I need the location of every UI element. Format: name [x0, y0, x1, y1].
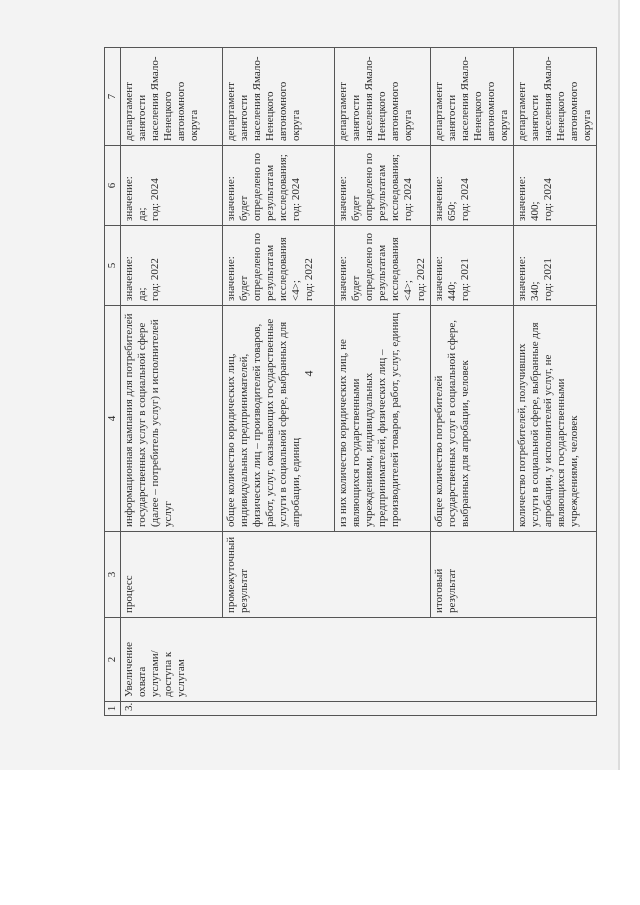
base-value-cell: значение: будет определено по результатам исследования <4>; год: 2022 [223, 226, 335, 306]
indicator-cell: количество потребителей, получивших услуги в социальной сфере, выбранные для апробации, у исполнителей услуг, не являющихся государственными учреждениями, человек [514, 306, 597, 532]
indicator-cell: из них количество юридических лиц, не являющихся государственными учреждениями, индивидуальных предпринимателей, физических лиц – производителей товаров, работ, услуг, единиц [335, 306, 431, 532]
table-row [121, 48, 223, 716]
target-value-cell: значение: будет определено по результатам исследования; год: 2024 [223, 146, 335, 226]
result-type-cell: промежуточный результат [223, 532, 431, 618]
column-header: 7 [105, 48, 121, 146]
indicator-cell: общее количество потребителей государственных услуг в социальной сфере, выбранных для апробации, человек [431, 306, 514, 532]
table-row [223, 48, 335, 716]
target-value-cell: значение: 650; год: 2024 [431, 146, 514, 226]
column-header: 4 [105, 306, 121, 532]
responsible-cell: департамент занятости населения Ямало-Ненецкого автономного округа [514, 48, 597, 146]
base-value-cell: значение: 340; год: 2021 [514, 226, 597, 306]
task-cell: Увеличение охвата услугами/доступа к услугам [121, 618, 597, 702]
base-value-cell: значение: да; год: 2022 [121, 226, 223, 306]
column-header: 2 [105, 618, 121, 702]
responsible-cell: департамент занятости населения Ямало-Ненецкого автономного округа [223, 48, 335, 146]
responsible-cell: департамент занятости населения Ямало-Ненецкого автономного округа [121, 48, 223, 146]
table-header-row [105, 48, 121, 716]
column-header: 1 [105, 702, 121, 716]
result-type-cell: процесс [121, 532, 223, 618]
column-header: 5 [105, 226, 121, 306]
table-row [431, 48, 514, 716]
column-header: 3 [105, 532, 121, 618]
page-number: 4 [301, 370, 316, 377]
indicator-cell: информационная кампания для потребителей государственных услуг в социальной сфере (далее – потребитель услуг) и исполнителей услуг [121, 306, 223, 532]
target-value-cell: значение: 400; год: 2024 [514, 146, 597, 226]
result-type-cell: итоговый результат [431, 532, 597, 618]
target-value-cell: значение: будет определено по результатам исследования; год: 2024 [335, 146, 431, 226]
base-value-cell: значение: будет определено по результатам исследования <4>; год: 2022 [335, 226, 431, 306]
sheet-edge [618, 0, 620, 770]
column-header: 6 [105, 146, 121, 226]
base-value-cell: значение: 440; год: 2021 [431, 226, 514, 306]
indicators-table [104, 47, 597, 716]
row-number-cell: 3. [121, 702, 597, 716]
responsible-cell: департамент занятости населения Ямало-Ненецкого автономного округа [335, 48, 431, 146]
target-value-cell: значение: да; год: 2024 [121, 146, 223, 226]
indicator-cell: общее количество юридических лиц, индивидуальных предпринимателей, физических лиц – производителей товаров, работ, услуг, оказывающих государственные услуги в социальной сфере, выбранных для апробации, единиц [223, 306, 335, 532]
rotated-table-wrapper [104, 48, 593, 716]
responsible-cell: департамент занятости населения Ямало-Ненецкого автономного округа [431, 48, 514, 146]
